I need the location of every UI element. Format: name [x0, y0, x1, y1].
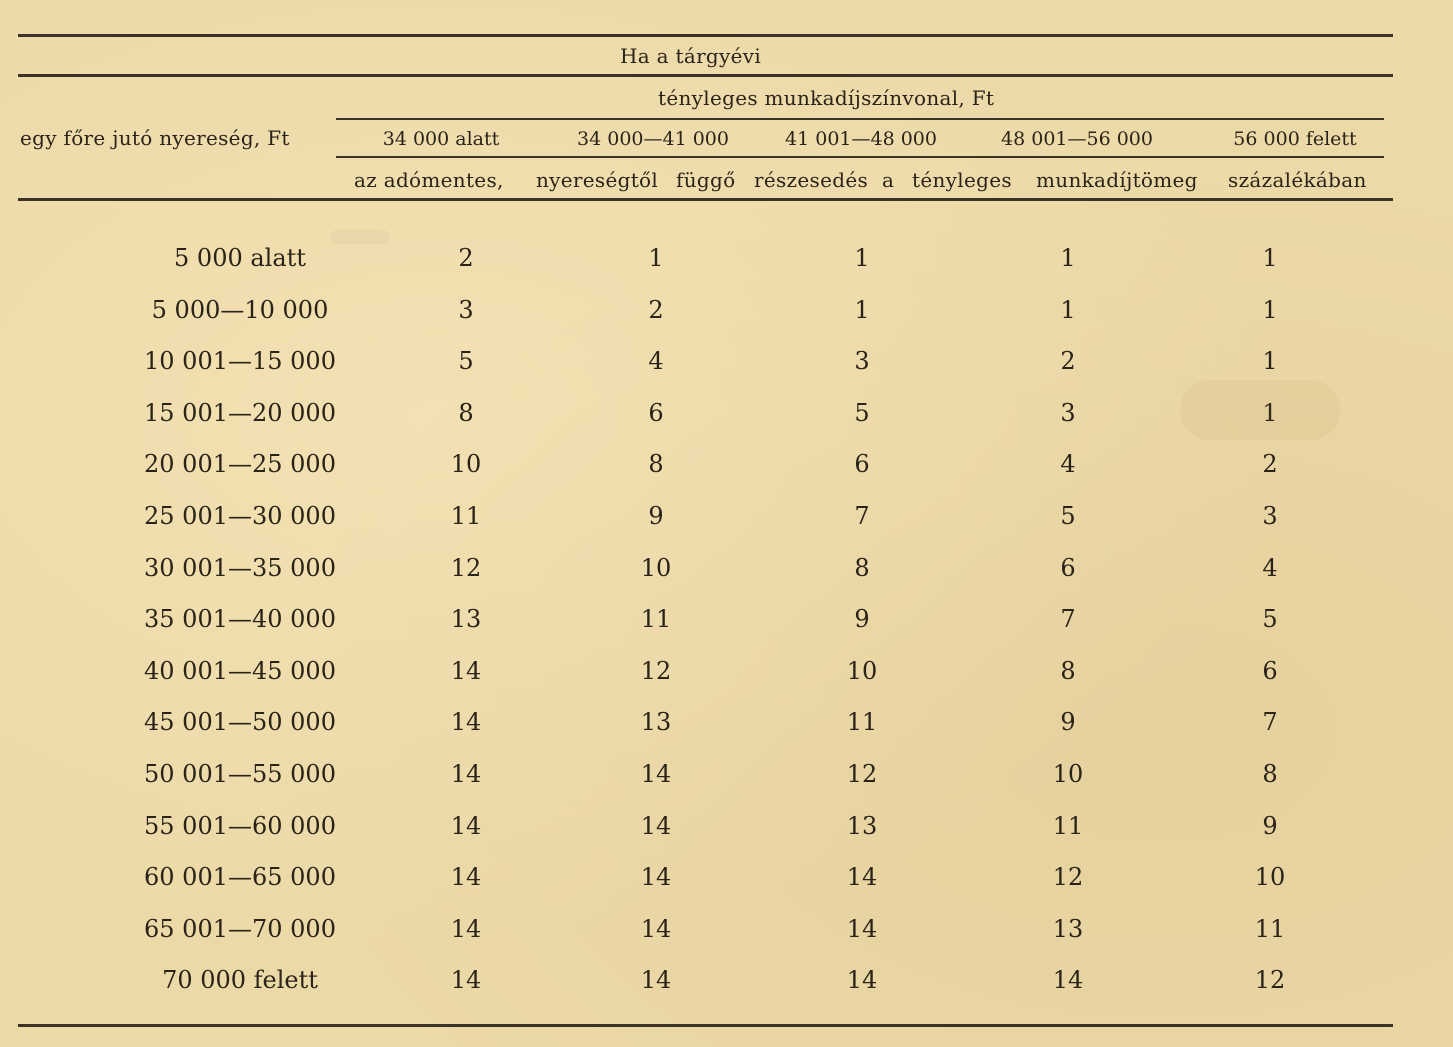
table-cell: 1	[1262, 295, 1278, 324]
table-cell: 13	[1052, 914, 1084, 943]
table-cell: 14	[640, 760, 672, 788]
row-label: 10 001—15 000	[144, 347, 336, 376]
table-sub-title: tényleges munkadíjszínvonal, Ft	[658, 86, 995, 110]
table-cell: 14	[846, 863, 878, 892]
header-word-4: részesedés	[754, 168, 869, 192]
table-cell: 14	[640, 914, 672, 943]
table-cell: 6	[648, 398, 664, 427]
table-cell: 9	[648, 502, 664, 530]
table-cell: 6	[1262, 656, 1278, 685]
table-cell: 13	[640, 708, 672, 737]
table-cell: 14	[450, 708, 482, 737]
row-label: 20 001—25 000	[144, 450, 336, 479]
table-cell: 4	[1262, 553, 1278, 582]
table-cell: 7	[1060, 605, 1076, 634]
table-cell: 10	[1052, 760, 1084, 788]
table-cell: 14	[450, 656, 482, 685]
table-cell: 13	[846, 811, 878, 840]
table-cell: 11	[1052, 811, 1084, 840]
rule-under-columns	[336, 156, 1384, 158]
table-cell: 14	[1052, 966, 1084, 995]
column-header-5: 56 000 felett	[1233, 128, 1357, 150]
table-cell: 6	[854, 450, 870, 479]
table-cell: 7	[1262, 708, 1278, 737]
bottom-rule	[18, 1024, 1393, 1027]
table-cell: 4	[648, 347, 664, 376]
table-cell: 12	[846, 760, 878, 788]
column-header-1: 34 000 alatt	[382, 128, 500, 150]
rule-under-header	[18, 198, 1393, 201]
table-cell: 1	[1262, 398, 1278, 427]
table-cell: 1	[854, 244, 870, 272]
table-cell: 10	[450, 450, 482, 479]
header-word-8: százalékában	[1228, 168, 1367, 192]
header-word-1: az adómentes,	[354, 168, 504, 192]
table-cell: 13	[450, 605, 482, 634]
table-cell: 11	[1254, 914, 1286, 943]
table-cell: 9	[854, 605, 870, 634]
row-label: 5 000—10 000	[151, 295, 329, 324]
table-cell: 1	[854, 295, 870, 324]
table-cell: 10	[1254, 863, 1286, 892]
table-cell: 12	[1052, 863, 1084, 892]
row-label: 60 001—65 000	[144, 863, 336, 892]
table-cell: 10	[846, 656, 878, 685]
table-cell: 3	[1060, 398, 1076, 427]
column-header-4: 48 001—56 000	[1001, 128, 1153, 150]
header-word-6: tényleges	[912, 168, 1012, 192]
table-cell: 8	[458, 398, 474, 427]
row-label: 55 001—60 000	[144, 811, 336, 840]
row-label: 45 001—50 000	[144, 708, 336, 737]
row-label: 65 001—70 000	[144, 914, 336, 943]
table-cell: 12	[640, 656, 672, 685]
table-cell: 10	[640, 553, 672, 582]
table-cell: 5	[854, 398, 870, 427]
table-cell: 8	[854, 553, 870, 582]
table-cell: 14	[846, 966, 878, 995]
table-cell: 14	[450, 863, 482, 892]
table-cell: 14	[450, 966, 482, 995]
rule-under-title	[18, 74, 1393, 77]
table-cell: 14	[640, 811, 672, 840]
row-label: 35 001—40 000	[144, 605, 336, 634]
table-cell: 11	[846, 708, 878, 737]
row-label: 40 001—45 000	[144, 656, 336, 685]
table-cell: 1	[1060, 244, 1076, 272]
row-label: 15 001—20 000	[144, 398, 336, 427]
table-cell: 14	[640, 966, 672, 995]
table-cell: 8	[1060, 656, 1076, 685]
table-cell: 12	[1254, 966, 1286, 995]
header-word-2: nyereségtől	[536, 168, 659, 192]
table-cell: 1	[648, 244, 664, 272]
row-label: 25 001—30 000	[144, 502, 336, 530]
table-cell: 5	[1060, 502, 1076, 530]
table-cell: 3	[1262, 502, 1278, 530]
table-cell: 12	[450, 553, 482, 582]
table-cell: 14	[450, 760, 482, 788]
table-cell: 4	[1060, 450, 1076, 479]
table-cell: 1	[1262, 244, 1278, 272]
column-header-2: 34 000—41 000	[577, 128, 729, 150]
table-cell: 8	[1262, 760, 1278, 788]
header-word-5: a	[882, 168, 895, 192]
table-cell: 9	[1262, 811, 1278, 840]
table-cell: 11	[450, 502, 482, 530]
table-cell: 1	[1262, 347, 1278, 376]
table-cell: 14	[450, 914, 482, 943]
table-cell: 3	[458, 295, 474, 324]
table-cell: 1	[1060, 295, 1076, 324]
table-cell: 6	[1060, 553, 1076, 582]
table-cell: 8	[648, 450, 664, 479]
row-label: 70 000 felett	[162, 966, 318, 995]
scan-smudge	[1180, 380, 1340, 440]
table-cell: 14	[640, 863, 672, 892]
table-cell: 11	[640, 605, 672, 634]
table-cell: 2	[458, 244, 474, 272]
row-label: 50 001—55 000	[144, 760, 336, 788]
top-double-rule	[18, 34, 1393, 37]
table-cell: 2	[1262, 450, 1278, 479]
row-label: 5 000 alatt	[174, 244, 306, 272]
table-cell: 2	[1060, 347, 1076, 376]
column-header-3: 41 001—48 000	[785, 128, 937, 150]
table-cell: 14	[846, 914, 878, 943]
table-top-title: Ha a tárgyévi	[620, 44, 762, 68]
header-word-7: munkadíjtömeg	[1036, 168, 1198, 192]
table-cell: 2	[648, 295, 664, 324]
table-cell: 14	[450, 811, 482, 840]
scan-smudge	[330, 230, 390, 244]
table-cell: 5	[1262, 605, 1278, 634]
table-cell: 5	[458, 347, 474, 376]
header-word-3: függő	[676, 168, 736, 192]
table-cell: 3	[854, 347, 870, 376]
row-label: 30 001—35 000	[144, 553, 336, 582]
table-cell: 7	[854, 502, 870, 530]
row-header-label: egy főre jutó nyereség, Ft	[20, 126, 290, 150]
rule-under-subtitle	[336, 118, 1384, 120]
table-cell: 9	[1060, 708, 1076, 737]
